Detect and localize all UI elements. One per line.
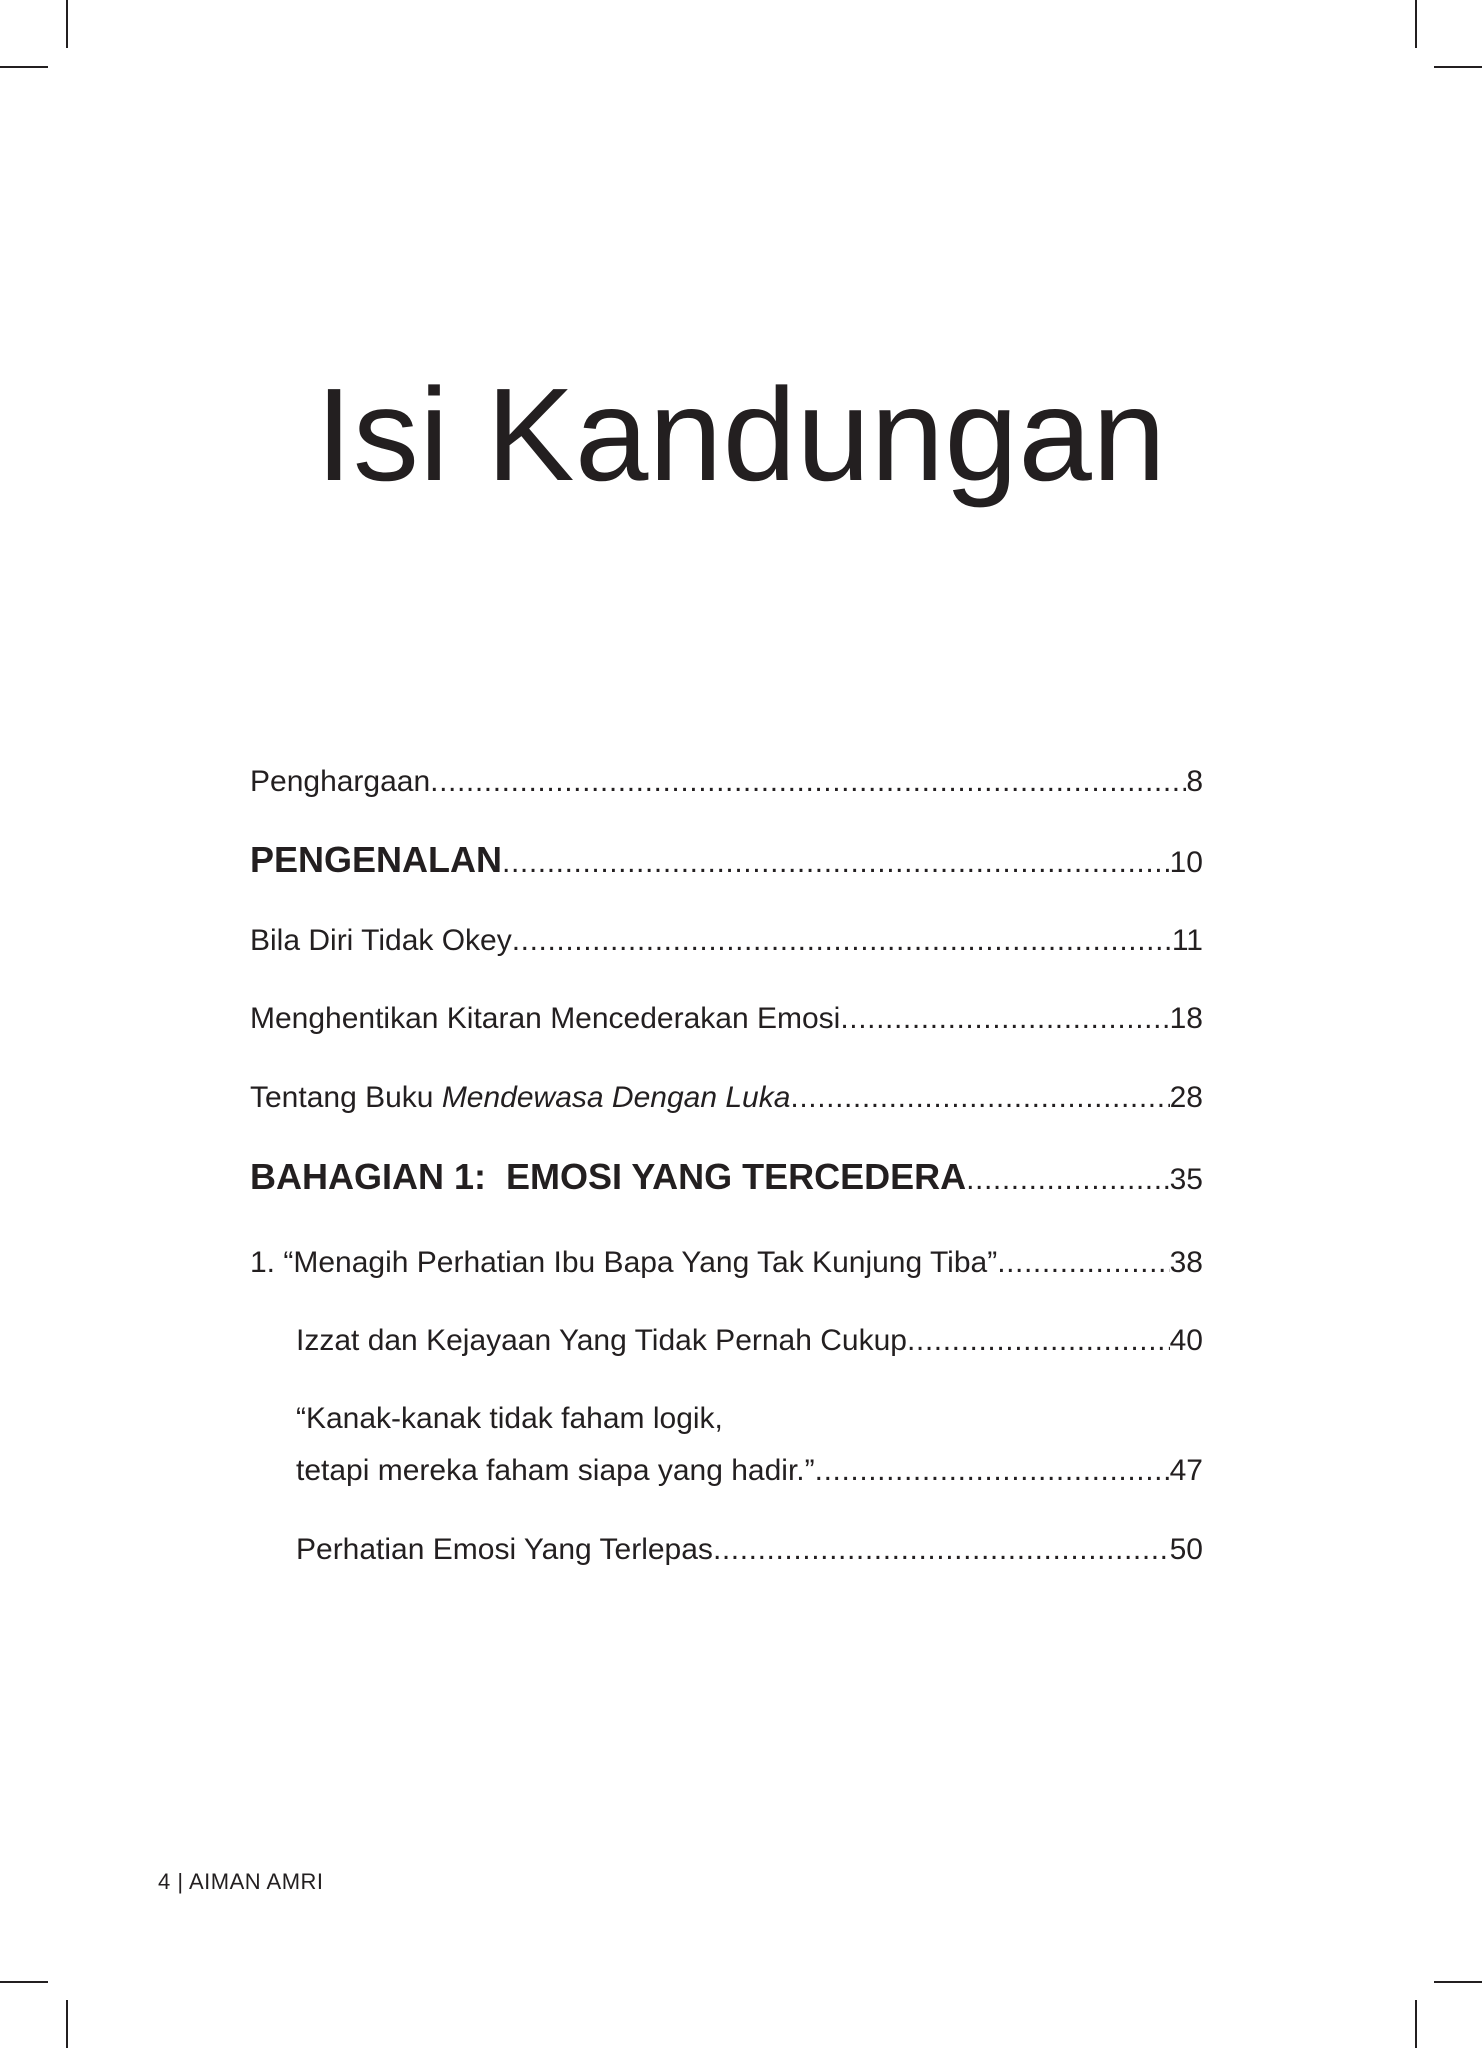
toc-entry-label-prefix: Tentang Buku bbox=[250, 1081, 442, 1114]
toc-entry-penghargaan[interactable] bbox=[250, 762, 1203, 802]
toc-entry-label bbox=[250, 1078, 790, 1118]
toc-entry-label: 1. “Menagih Perhatian Ibu Bapa Yang Tak Kunjung Tiba” bbox=[250, 1246, 998, 1279]
toc-heading-label: PENGENALAN bbox=[250, 839, 503, 880]
dot-leader bbox=[502, 843, 1170, 883]
toc-page-number: 10 bbox=[1169, 846, 1203, 879]
toc-entry-label: Izzat dan Kejayaan Yang Tidak Pernah Cukup bbox=[296, 1324, 907, 1357]
toc-entry-label-line-1: “Kanak-kanak tidak faham logik, bbox=[296, 1402, 723, 1435]
page-title: Isi Kandungan bbox=[315, 361, 1167, 508]
dot-leader bbox=[966, 1160, 1170, 1200]
crop-mark-bottom-left-vertical bbox=[66, 2000, 68, 2048]
toc-page-number: 18 bbox=[1169, 1002, 1203, 1035]
toc-page-number: 40 bbox=[1169, 1324, 1203, 1357]
toc-entry-bahagian-1[interactable] bbox=[250, 1157, 1203, 1200]
crop-mark-bottom-right-vertical bbox=[1415, 2000, 1417, 2048]
toc-page-number: 47 bbox=[1169, 1454, 1203, 1487]
crop-mark-bottom-left-horizontal bbox=[0, 1981, 48, 1983]
toc-entry-label: Menghentikan Kitaran Mencederakan Emosi bbox=[250, 1002, 841, 1035]
toc-entry-pengenalan[interactable] bbox=[250, 840, 1203, 883]
toc-page-number: 28 bbox=[1169, 1081, 1203, 1114]
toc-entry-line-2 bbox=[296, 1445, 1203, 1497]
toc-page-number: 8 bbox=[1186, 765, 1203, 798]
crop-mark-top-right-horizontal bbox=[1434, 66, 1482, 68]
dot-leader bbox=[840, 999, 1169, 1039]
crop-mark-top-right-vertical bbox=[1415, 0, 1417, 48]
toc-heading-label: BAHAGIAN 1: EMOSI YANG TERCEDERA bbox=[250, 1156, 967, 1197]
toc-page-number: 11 bbox=[1171, 924, 1203, 957]
dot-leader bbox=[790, 1078, 1169, 1118]
crop-mark-bottom-right-horizontal bbox=[1434, 1981, 1482, 1983]
toc-entry-menghentikan[interactable] bbox=[250, 999, 1203, 1039]
toc-entry-kanak-kanak[interactable] bbox=[296, 1393, 1203, 1497]
toc-entry-label: Perhatian Emosi Yang Terlepas bbox=[296, 1533, 713, 1566]
dot-leader bbox=[997, 1243, 1169, 1283]
dot-leader bbox=[430, 762, 1186, 802]
toc-entry-label-line-2: tetapi mereka faham siapa yang hadir.” bbox=[296, 1454, 815, 1487]
book-title-italic: Mendewasa Dengan Luka bbox=[441, 1081, 791, 1114]
dot-leader bbox=[815, 1445, 1170, 1497]
dot-leader bbox=[512, 921, 1172, 961]
toc-entry-perhatian[interactable] bbox=[250, 1530, 1203, 1570]
crop-mark-top-left-vertical bbox=[66, 0, 68, 48]
toc-entry-chapter-1[interactable] bbox=[250, 1243, 1203, 1283]
toc-entry-label: Bila Diri Tidak Okey bbox=[250, 924, 512, 957]
crop-mark-top-left-horizontal bbox=[0, 66, 48, 68]
toc-page-number: 38 bbox=[1169, 1246, 1203, 1279]
dot-leader bbox=[907, 1321, 1170, 1361]
toc-entry-tentang-buku[interactable] bbox=[250, 1078, 1203, 1118]
toc-entry-label: Penghargaan bbox=[250, 765, 431, 798]
page-footer: 4 | AIMAN AMRI bbox=[158, 1869, 324, 1894]
toc-entry-bila-diri[interactable] bbox=[250, 921, 1203, 961]
toc-page-number: 35 bbox=[1169, 1163, 1203, 1196]
dot-leader bbox=[713, 1530, 1170, 1570]
toc-entry-izzat[interactable] bbox=[250, 1321, 1203, 1361]
toc-page-number: 50 bbox=[1169, 1533, 1203, 1566]
